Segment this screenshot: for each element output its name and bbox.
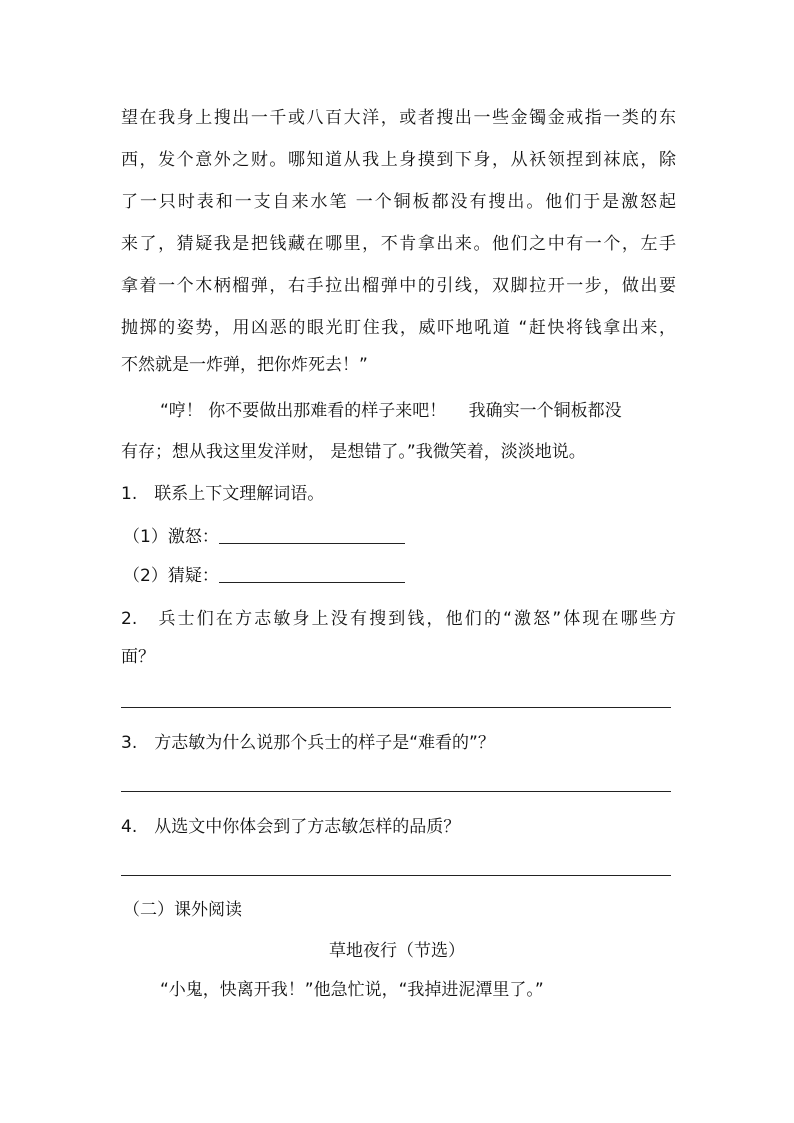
answer-blank-1[interactable]	[219, 527, 405, 544]
section-2-title: 草地夜行（节选）	[329, 941, 465, 961]
question-1-2	[123, 564, 405, 588]
passage-line-1: 望在我身上搜出一千或八百大洋，或者搜出一些金镯金戒指一类的东	[121, 108, 676, 128]
answer-line-2[interactable]	[121, 707, 671, 708]
passage-line-9: 有存；想从我这里发洋财， 是想错了。”我微笑着，淡淡地说。	[121, 442, 586, 462]
question-1-1-label: （1）激怒：	[123, 527, 219, 547]
passage-line-5: 拿着一个木柄榴弹，右手拉出榴弹中的引线，双脚拉开一步，做出要	[121, 276, 676, 296]
answer-line-4[interactable]	[121, 875, 671, 876]
passage-line-6: 抛掷的姿势，用凶恶的眼光盯住我，威吓地吼道 “赶快将钱拿出来，	[121, 318, 676, 338]
passage-line-7: 不然就是一炸弹，把你炸死去！”	[121, 355, 368, 375]
passage-line-3: 了一只时表和一支自来水笔 一个铜板都没有搜出。他们于是激怒起	[121, 192, 676, 212]
question-1: 1. 联系上下文理解词语。	[121, 484, 325, 504]
section-2-heading: （二）课外阅读	[123, 900, 242, 920]
question-3: 3. 方志敏为什么说那个兵士的样子是“难看的”？	[121, 733, 495, 753]
question-2-line-1: 2. 兵士们在方志敏身上没有搜到钱，他们的“激怒”体现在哪些方	[121, 609, 676, 629]
passage-line-4: 来了，猜疑我是把钱藏在哪里，不肯拿出来。他们之中有一个，左手	[121, 234, 676, 254]
question-1-1	[123, 525, 405, 549]
question-1-2-label: （2）猜疑：	[123, 566, 219, 586]
question-4: 4. 从选文中你体会到了方志敏怎样的品质？	[121, 817, 461, 837]
question-2-line-2: 面？	[121, 647, 155, 667]
passage-line-2: 西，发个意外之财。哪知道从我上身摸到下身，从袄领捏到袜底，除	[121, 150, 676, 170]
section-2-first-line: “小鬼，快离开我！”他急忙说，“我掉进泥潭里了。”	[160, 980, 544, 1000]
passage-line-8: “哼！ 你不要做出那难看的样子来吧！ 我确实一个铜板都没	[160, 401, 622, 421]
answer-line-3[interactable]	[121, 791, 671, 792]
answer-blank-2[interactable]	[219, 566, 405, 583]
